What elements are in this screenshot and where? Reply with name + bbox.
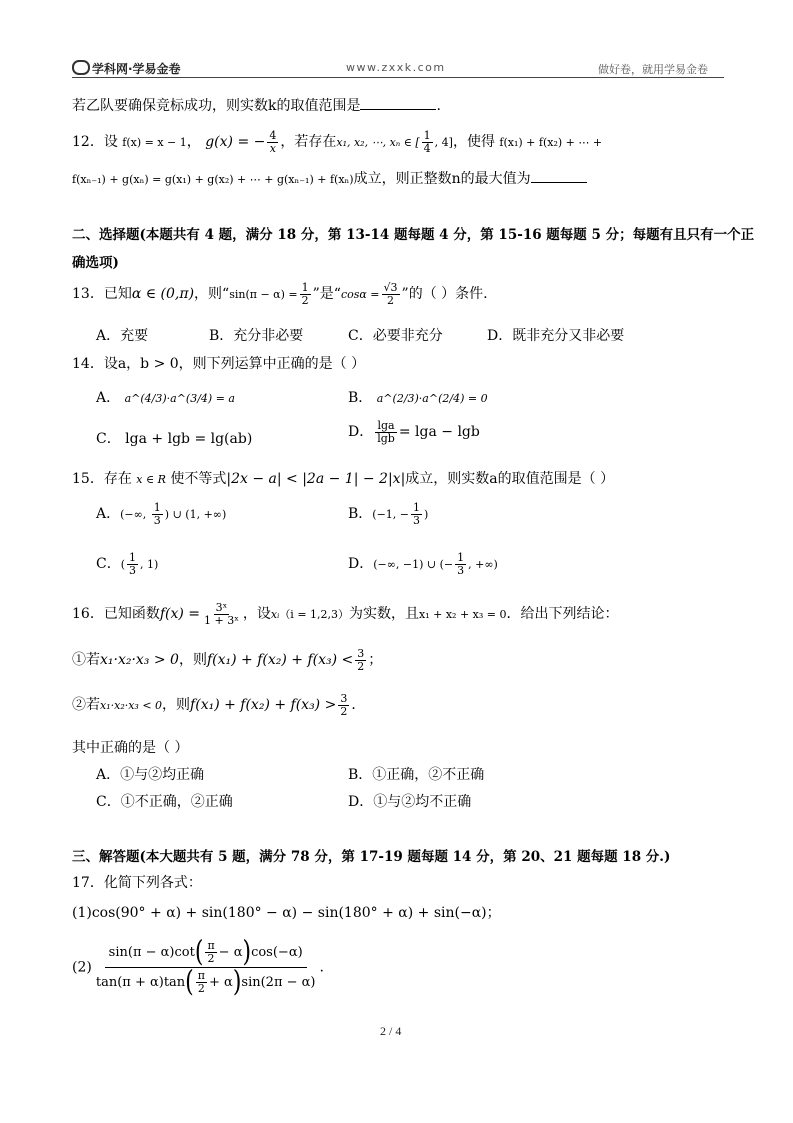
q16-tail: ．给出下列结论： [506, 606, 619, 623]
q17-p2-end: . [319, 959, 324, 976]
q16-mid: ，设 [242, 606, 271, 623]
q16-option-d: D．①与②均不正确 [348, 794, 472, 810]
q15-x: x ∈ R [136, 473, 166, 486]
q17-num-c: cos(−α) [251, 945, 303, 960]
q16-which: 其中正确的是（ ） [72, 740, 189, 756]
q17-part-1: (1)cos(90° + α) + sin(180° − α) − sin(180° + α) + sin(−α)； [72, 905, 501, 921]
option-label: D． [348, 424, 374, 441]
q12-prefix: 12．设 [72, 134, 118, 151]
q15-a-open: (−∞, [120, 508, 150, 522]
header-slogan: 做好卷，就用学易金卷 [598, 63, 708, 76]
paren-open: ( [194, 936, 204, 969]
q16-c2-cond: x₁·x₂·x₃ < 0 [100, 699, 163, 713]
q11-tail: 若乙队要确保竞标成功，则实数k的取值范围是 . [72, 98, 441, 114]
answer-blank [360, 109, 436, 110]
q12-mid2: ，使得 [452, 134, 495, 151]
q16-idx: （i = 1,2,3） [279, 608, 350, 622]
paren-close: ) [232, 966, 242, 999]
section3-title: 三、解答题(本大题共有 5 题，满分 78 分，第 17-19 题每题 14 分，第 20、21 题每题 18 分.) [72, 849, 671, 865]
q12-f-def: f(x) = x − 1 [122, 136, 187, 150]
header-url: www.zxxk.com [346, 61, 446, 74]
q16-f-frac: $\frac{\text{3ˣ}}{\text{1 + 3ˣ}}$ [204, 601, 239, 627]
q15-option-a [96, 502, 226, 526]
q13-option-d: D．既非充分又非必要 [487, 328, 625, 344]
q16-mid2: 为实数，且 [349, 606, 420, 623]
q13-prefix: 13．已知 [72, 286, 132, 303]
q13-mid: ，则“ [194, 286, 230, 303]
q13-tail: ”的（ ）条件. [401, 286, 488, 303]
q15-mid: 使不等式 [170, 471, 227, 487]
q14-option-d [348, 420, 480, 444]
option-label: A． [96, 390, 121, 406]
section2-title-cont: 确选项) [72, 255, 119, 271]
section2-title: 二、选择题(本题共有 4 题，满分 18 分，第 13-14 题每题 4 分，第 15-16 题每题 5 分；每题有且只有一个正 [72, 227, 755, 243]
q15-ineq: |2x − a| < |2a − 1| − 2|x| [226, 471, 406, 487]
q15-pre: 15．存在 [72, 471, 132, 487]
q16-xi: xᵢ [270, 608, 280, 622]
option-label: B． [348, 390, 373, 406]
option-label: C． [96, 431, 121, 447]
q16-c2-end: ． [351, 697, 366, 714]
q15-a-close: ) ∪ (1, +∞) [164, 508, 227, 522]
q15-c-frac: $\frac{1}{3}$ [129, 551, 137, 577]
q12-line1: 12．设 f(x) = x − 1， g(x) = − $\frac{4}{x}$ ，若存在x₁, x₂, ⋯, xₙ ∈ [ $\frac{1}{4}$ , 4]，使得 f(x₁) + f(x₂) + ⋯ + [72, 129, 603, 155]
q16-option-b: B．①正确，②不正确 [348, 767, 485, 783]
q13-stem [72, 282, 488, 306]
q15-a-frac: $\frac{1}{3}$ [153, 501, 161, 527]
q17-num-frac: $\frac{\pi}{2}$ [207, 939, 215, 965]
q15-c-close: , 1) [140, 558, 159, 572]
q15-d-open: (−∞, −1) ∪ (− [373, 558, 454, 572]
q14-d-frac: $\frac{\lg a}{\lg b}$ [377, 419, 395, 445]
q15-d-close: , +∞) [468, 558, 498, 572]
q16-option-a: A．①与②均正确 [96, 767, 205, 783]
q13-root: $\frac{√3}{2}$ [383, 281, 398, 307]
q14-option-a [96, 387, 235, 407]
q16-c1-pre: ①若 [72, 652, 100, 669]
q12-tail: 成立，则正整数n的最大值为 [353, 171, 531, 187]
q13-mid2: ”是“ [312, 286, 341, 303]
option-label: A． [96, 506, 121, 523]
q15-b-close: ) [424, 508, 429, 522]
q15-option-b [348, 502, 428, 526]
q12-int-frac: $\frac{1}{4}$ [423, 129, 431, 155]
q15-b-frac: $\frac{1}{3}$ [413, 501, 421, 527]
q14-b-expr: a^(2/3)·a^(2/4) = 0 [376, 392, 488, 405]
q17-num-b: − α [218, 945, 243, 960]
q17-den-b: + α [209, 975, 233, 990]
q16-c2-mid: ，则 [162, 697, 191, 714]
q17-num-a: sin(π − α)cot [108, 945, 195, 960]
q11-text: 若乙队要确保竞标成功，则实数k的取值范围是 [72, 98, 361, 114]
q12-mid: ，若存在 [280, 134, 337, 151]
q12-int-close: , 4] [434, 136, 453, 150]
q13-half: $\frac{1}{2}$ [301, 281, 309, 307]
q14-a-expr: a^(4/3)·a^(3/4) = a [124, 392, 235, 405]
header-rule [72, 77, 724, 78]
q15-c-open: ( [120, 558, 126, 572]
q14-option-b [348, 387, 488, 407]
q17-den-frac: $\frac{\pi}{2}$ [197, 969, 205, 995]
option-label: C． [96, 556, 121, 573]
q14-option-c [96, 428, 252, 448]
paren-open: ( [185, 966, 194, 999]
q16-c2-pre: ②若 [72, 697, 100, 714]
q17-p2-label: (2) [72, 959, 92, 976]
q14-c-expr: lga + lgb = lg(ab) [125, 431, 253, 447]
q17-stem: 17．化简下列各式： [72, 875, 202, 891]
q12-g-def: g(x) = − [205, 134, 266, 151]
q17-p2-fraction [92, 936, 320, 999]
q12-line2 [72, 168, 587, 188]
q17-den-a: tan(π + α)tan [95, 975, 186, 990]
header-logo [72, 60, 181, 77]
q16-claim-2 [72, 693, 365, 717]
q16-c1-expr: f(x₁) + f(x₂) + f(x₃) < [206, 652, 354, 669]
logo-icon [72, 60, 90, 75]
q13-cos: cosα = [340, 288, 380, 302]
q16-c1-frac: $\frac{3}{2}$ [357, 647, 365, 673]
answer-blank [531, 182, 587, 183]
q17-den-c: sin(2π − α) [241, 975, 316, 990]
q15-tail: 成立，则实数a的取值范围是（ ） [405, 471, 615, 487]
q16-sum: x₁ + x₂ + x₃ = 0 [419, 608, 507, 622]
q15-stem [72, 468, 614, 488]
q16-option-c: C．①不正确，②正确 [96, 794, 233, 810]
q15-b-open: (−1, − [372, 508, 410, 522]
q15-option-d [348, 552, 498, 576]
q17-part-2 [72, 936, 324, 999]
q17-p2-numerator [105, 936, 307, 969]
q13-option-c: C．必要非充分 [348, 328, 443, 344]
q14-stem: 14．设a，b > 0，则下列运算中正确的是（ ） [72, 356, 366, 372]
q16-stem [72, 602, 619, 626]
option-label: D． [348, 556, 374, 573]
q16-c1-mid: ，则 [178, 652, 207, 669]
q13-option-a: A．充要 [96, 328, 149, 344]
q16-c2-frac: $\frac{3}{2}$ [340, 692, 348, 718]
paren-close: ) [242, 936, 252, 969]
q16-c2-expr: f(x₁) + f(x₂) + f(x₃) > [190, 697, 337, 714]
q12-eq: f(xₙ₋₁) + g(xₙ) = g(x₁) + g(x₂) + ⋯ + g(xₙ₋₁) + f(xₙ) [72, 173, 354, 186]
q17-p2-denominator [92, 966, 320, 999]
q16-claim-1 [72, 648, 382, 672]
q14-d-rhs: = lga − lgb [398, 424, 480, 441]
q12-vars: x₁, x₂, ⋯, xₙ ∈ [ [336, 136, 420, 150]
q16-prefix: 16．已知函数 [72, 606, 160, 623]
q15-d-frac: $\frac{1}{3}$ [457, 551, 465, 577]
q16-c1-cond: x₁·x₂·x₃ > 0 [100, 652, 179, 669]
q16-c1-end: ； [368, 652, 383, 669]
option-label: B． [348, 506, 373, 523]
logo-text: 学科网·学易金卷 [92, 62, 181, 76]
q12-g-frac: $\frac{4}{x}$ [269, 129, 277, 155]
q13-cond: α ∈ (0,π) [131, 286, 195, 303]
q13-option-b: B．充分非必要 [209, 328, 304, 344]
q12-sum1: f(x₁) + f(x₂) + ⋯ + [499, 136, 603, 150]
page-number: 2 / 4 [380, 1024, 402, 1038]
q13-sin: sin(π − α) = [229, 288, 298, 302]
q15-option-c [96, 552, 158, 576]
q16-f: f(x) = [159, 606, 201, 623]
